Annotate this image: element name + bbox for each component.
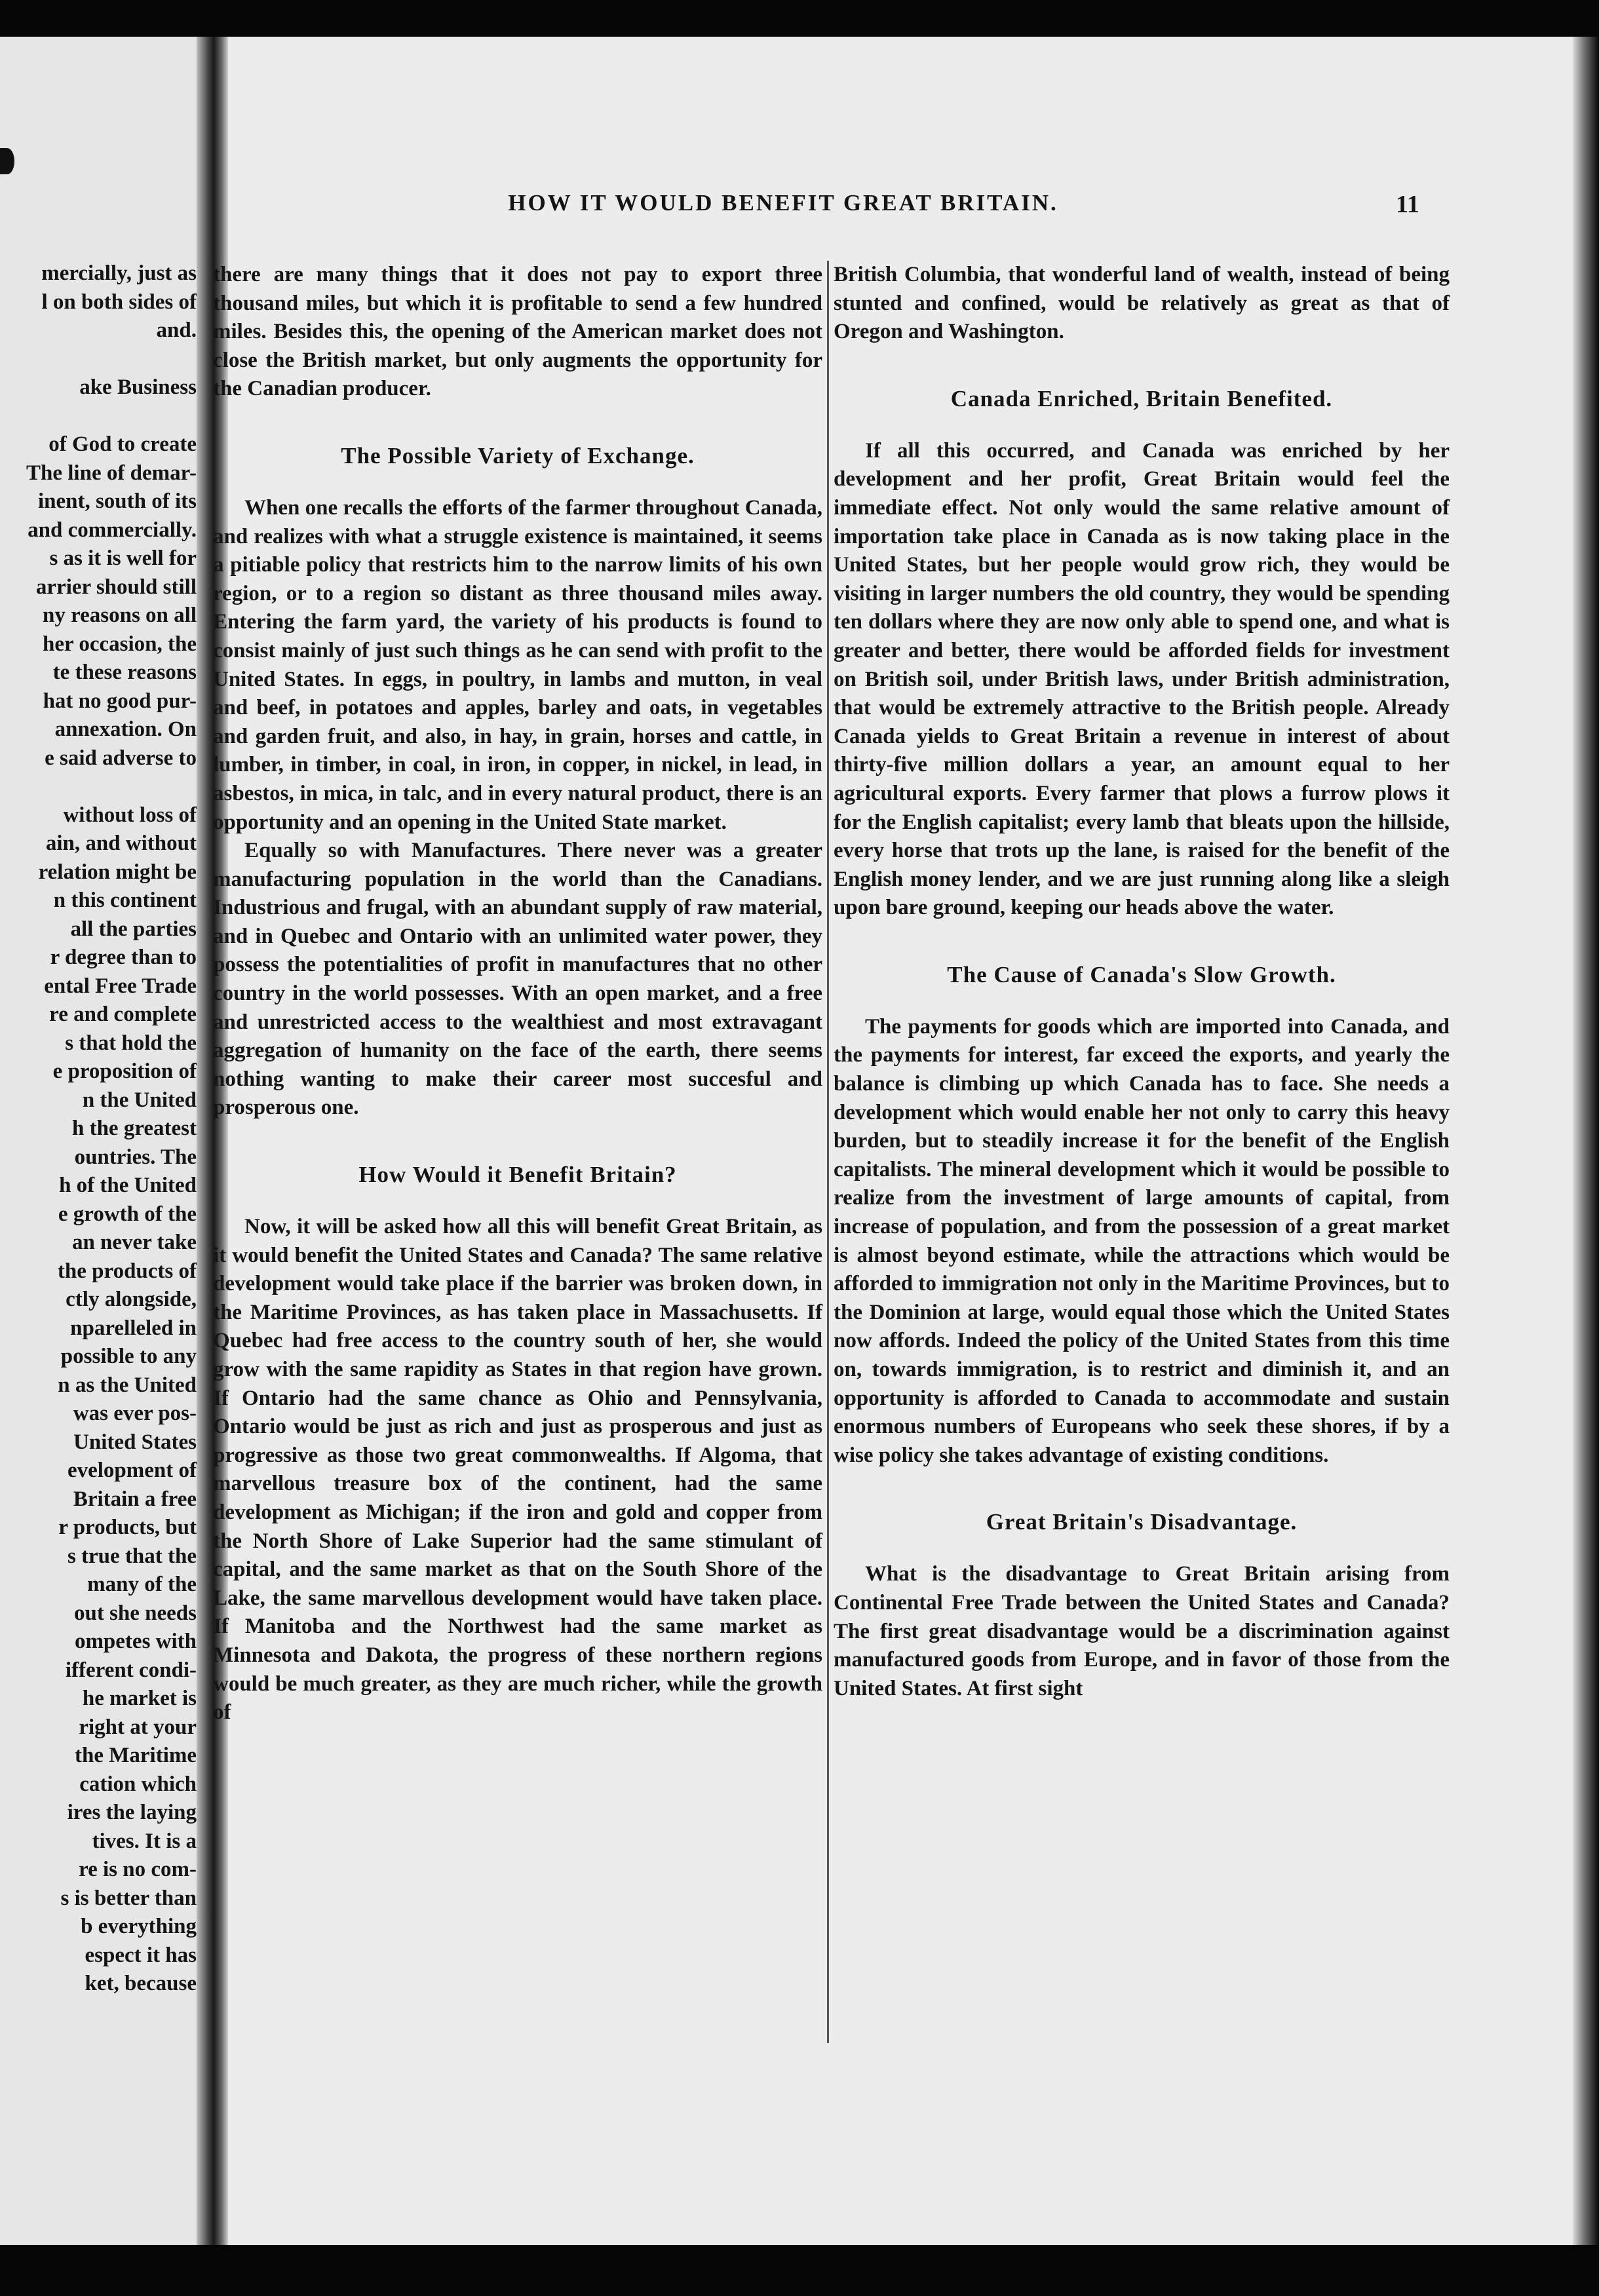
- paragraph: What is the disadvantage to Great Britain arising from Continental Free Trade between the United States and Canada? The first great disadvantage would be a discrimination against manufactured goods from Europe, and in favor of those from the United States. At first sight: [834, 1562, 1450, 1700]
- facing-page-line: and commercially.: [28, 518, 197, 542]
- facing-page-line: e growth of the: [58, 1202, 197, 1226]
- facing-page-line: tives. It is a: [92, 1829, 197, 1853]
- facing-page-line: n this continent: [53, 889, 197, 912]
- facing-page-line: Britain a free: [73, 1487, 197, 1511]
- facing-page-line: all the parties: [70, 917, 197, 941]
- facing-page-line: [0, 773, 197, 801]
- section-heading: The Possible Variety of Exchange.: [341, 442, 695, 469]
- paragraph: Now, it will be asked how all this will benefit Great Britain, as it would benefit the United States and Canada? The same relative development would take place if the barrier was broken down, in the Maritime Provinces, as has taken place in Massachusetts. If Quebec had free access to the country south of her, she would grow with the same rapidity as States in that region have grown. If Ontario had the same chance as Ohio and Pennsylvania, Ontario would be just as rich and just as prosperous and just as progressive as those two great commonwealths. If Algoma, that marvellous treasure box of the continent, had the same development as Michigan; if the iron and gold and copper from the North Shore of Lake Superior had the same stimulant of capital, and the same market as that on the South Shore of the Lake, the same marvellous development would have taken place. If Manitoba and the Northwest had the same market as Minnesota and Dakota, the progress of these northern regions would be much greater, as they are much richer, while the growth of: [213, 1215, 822, 1725]
- section-heading: The Cause of Canada's Slow Growth.: [947, 961, 1336, 987]
- facing-page-line: without loss of: [63, 803, 197, 827]
- facing-page-line: annexation. On: [54, 718, 197, 741]
- facing-page-line: hat no good pur-: [43, 689, 197, 713]
- facing-page-line: The line of demar-: [26, 461, 197, 485]
- facing-page-line: h the greatest: [71, 1117, 197, 1140]
- facing-page-line: [0, 402, 197, 431]
- facing-page-line: b everything: [81, 1915, 197, 1938]
- facing-page-line: ket, because: [85, 1972, 197, 1995]
- facing-page-line: the products of: [57, 1259, 197, 1283]
- facing-page-line: re and complete: [49, 1003, 197, 1026]
- facing-page-line: possible to any: [60, 1345, 197, 1368]
- binding-mark: [0, 148, 14, 174]
- facing-page-line: ountries. The: [74, 1145, 197, 1169]
- facing-page-line: ctly alongside,: [66, 1288, 197, 1311]
- facing-page-line: e said adverse to: [45, 746, 197, 770]
- facing-page-line: nparelleled in: [70, 1316, 197, 1340]
- facing-page-line: her occasion, the: [43, 632, 197, 656]
- column-rule: [827, 261, 829, 2043]
- facing-page-line: United States: [73, 1430, 197, 1454]
- facing-page-line: s true that the: [67, 1544, 197, 1568]
- facing-page-line: inent, south of its: [37, 489, 197, 513]
- column-right: [834, 261, 1450, 1703]
- facing-page-line: was ever pos-: [73, 1402, 197, 1425]
- facing-page-line: the Maritime: [75, 1744, 197, 1767]
- facing-page-line: ake Business: [79, 375, 197, 399]
- facing-page-line: ires the laying: [67, 1801, 197, 1824]
- facing-page-line: ain, and without: [45, 832, 197, 855]
- facing-page-line: [0, 345, 197, 374]
- facing-page-line: r degree than to: [50, 946, 197, 969]
- facing-page-line: of God to create: [48, 432, 197, 456]
- facing-page-fragment: [0, 37, 197, 2245]
- scan-border-top: [0, 0, 1599, 37]
- section-heading: How Would it Benefit Britain?: [358, 1162, 677, 1188]
- facing-page-line: l on both sides of: [41, 290, 197, 314]
- facing-page-line: ompetes with: [74, 1630, 197, 1653]
- facing-page-line: cation which: [79, 1772, 197, 1796]
- facing-page-line: te these reasons: [52, 660, 197, 684]
- page-edge: [1573, 37, 1599, 2245]
- facing-page-line: h of the United: [59, 1174, 197, 1197]
- facing-page-line: n as the United: [58, 1373, 197, 1397]
- facing-page-line: r products, but: [58, 1516, 197, 1539]
- facing-page-line: right at your: [79, 1715, 197, 1739]
- facing-page-line: espect it has: [85, 1943, 197, 1967]
- running-head: HOW IT WOULD BENEFIT GREAT BRITAIN.: [508, 190, 1058, 216]
- paragraph: British Columbia, that wonderful land of wealth, instead of being stunted and confined, would be relatively as great as that of Oregon and Washington.: [834, 263, 1450, 344]
- facing-page-line: ifferent condi-: [65, 1658, 197, 1682]
- facing-page-line: s as it is well for: [49, 546, 197, 570]
- section-heading: Canada Enriched, Britain Benefited.: [950, 385, 1333, 411]
- facing-page-line: and.: [156, 318, 197, 342]
- paragraph: If all this occurred, and Canada was enriched by her development and her profit, Great Britain would feel the immediate effect. Not only would the same relative amount of importation take place in Canada as is now taking place in the United States, but her people would grow rich, they would be visiting in larger numbers the old country, they would be spending ten dollars where they are now only able to spend one, and what is greater and better, there would be afforded fields for investment on British soil, under British laws, under British administration, that would be extremely attractive to the British people. Already Canada yields to Great Britain a revenue in interest of about thirty-five million dollars a year, an amount equal to her agricultural exports. Every farmer that plows a furrow plows it for the English capitalist; every lamb that bleats upon the hillside, every horse that trots up the lane, is raised for the benefit of the English money lender, and we are just running along like a sleigh upon bare ground, keeping our heads above the water.: [834, 438, 1450, 920]
- column-left: [213, 261, 822, 1727]
- facing-page-line: an never take: [71, 1231, 197, 1254]
- facing-page-line: relation might be: [38, 860, 197, 884]
- paragraph: When one recalls the efforts of the farmer throughout Canada, and realizes with what a struggle existence is maintained, it seems a pitiable policy that restricts him to the narrow limits of his own region, or to a region so distant as three thousand miles away. Entering the farm yard, the variety of his products is found to consist mainly of just such things as he can send with profit to the United States. In eggs, in poultry, in lambs and mutton, in veal and beef, in potatoes and apples, barley and oats, in vegetables and garden fruit, and also, in hay, in grain, horses and cattle, in lumber, in timber, in coal, in iron, in copper, in nickel, in lead, in asbestos, in mica, in talc, and in every natural product, there is an opportunity and an opening in the United State market.: [213, 495, 822, 834]
- page-number: 11: [1396, 191, 1419, 218]
- facing-page-line: ny reasons on all: [42, 603, 197, 627]
- section-heading: Great Britain's Disadvantage.: [986, 1509, 1298, 1535]
- paragraph: there are many things that it does not pay to export three thousand miles, but which it is profitable to send a few hundred miles. Besides this, the opening of the American market does not close the British market, but only augments the opportunity for the Canadian producer.: [213, 263, 822, 401]
- facing-page-line: out she needs: [73, 1601, 197, 1625]
- facing-page-line: he market is: [82, 1687, 197, 1710]
- facing-page-line: e proposition of: [52, 1060, 197, 1083]
- facing-page-line: s is better than: [60, 1886, 197, 1910]
- facing-page-text: [0, 259, 197, 1999]
- facing-page-line: evelopment of: [67, 1459, 197, 1482]
- facing-page-line: n the United: [82, 1088, 197, 1112]
- facing-page-line: s that hold the: [65, 1031, 197, 1055]
- facing-page-line: ental Free Trade: [44, 974, 197, 998]
- facing-page-line: arrier should still: [35, 575, 197, 599]
- paragraph: The payments for goods which are imported into Canada, and the payments for interest, far exceed the exports, and yearly the balance is climbing up which Canada has to face. She needs a development which would enable her not only to carry this heavy burden, but to steadily increase it for the benefit of the English capitalists. The mineral development which it would be possible to realize from the investment of large amounts of capital, from increase of population, and from the possession of a great market is almost beyond estimate, while the attractions which would be afforded to immigration not only in the Maritime Provinces, but to the Dominion at large, would equal those which the United States now affords. Indeed the policy of the United States from this time on, towards immigration, is to restrict and diminish it, and an opportunity is afforded to Canada to accommodate and sustain enormous numbers of Europeans who seek these shores, if by a wise policy she takes advantage of existing conditions.: [834, 1014, 1450, 1467]
- scan-border-bottom: [0, 2245, 1599, 2296]
- facing-page-line: many of the: [87, 1573, 197, 1596]
- paragraph: Equally so with Manufactures. There never was a greater manufacturing population in the world than the Canadians. Industrious and frugal, with an abundant supply of raw material, and in Quebec and Ontario with an unlimited water power, they possess the potentialities of profit in manufactures that no other country in the world possesses. With an open market, and a free and unrestricted access to the wealthiest and most extravagant aggregation of humanity on the face of the earth, there seems nothing wanting to make their career most succesful and prosperous one.: [213, 839, 822, 1120]
- facing-page-line: mercially, just as: [41, 261, 197, 285]
- facing-page-line: re is no com-: [79, 1858, 197, 1881]
